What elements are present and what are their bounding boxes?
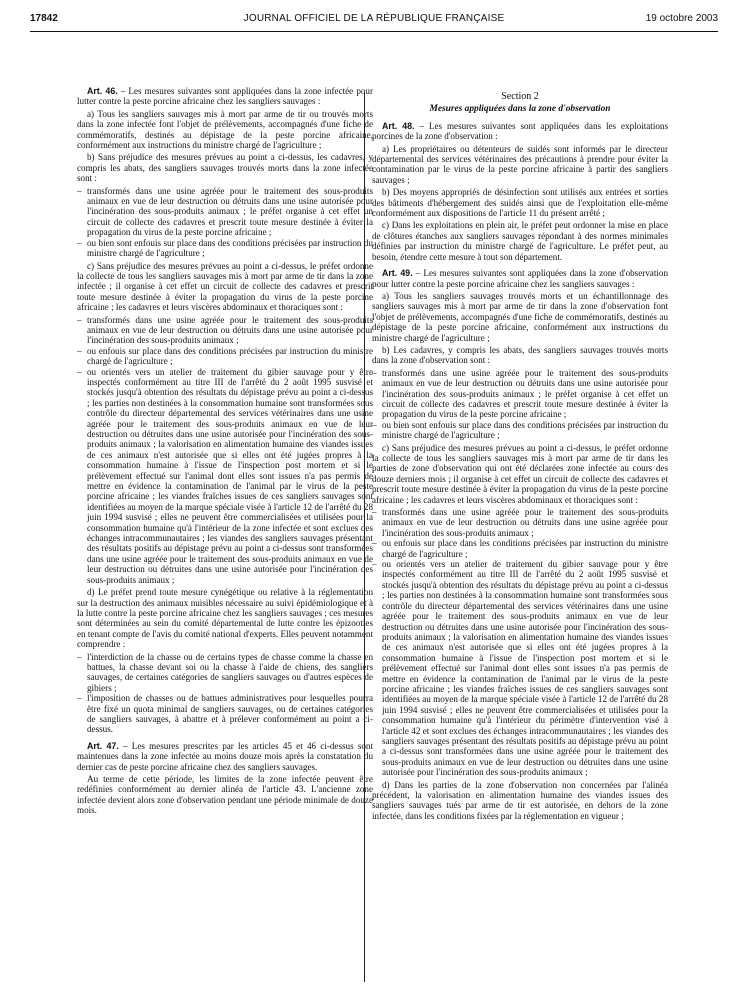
article-46-intro xyxy=(77,86,373,107)
article-49-text: – Les mesures suivantes sont appliquées dans la zone d'observation pour lutter contre la peste porcine africaine chez les sangliers sauvages : xyxy=(372,268,668,289)
article-49-point-b: b) Les cadavres, y compris les abats, des sangliers sauvages trouvés morts dans la zone d'observation sont : xyxy=(372,344,668,366)
article-46-text: – Les mesures suivantes sont appliquées dans la zone infectée pour lutter contre la peste porcine africaine chez les sangliers sauvages : xyxy=(77,86,373,107)
list-item: – ou orientés vers un atelier de traitement du gibier sauvage pour y être inspectés conformément au titre III de l'arrêté du 2 août 1995 susvisé et stockés jusqu'à obtention des résultats du dépistage prévu au point a ci-dessus ; les parties non destinées à la consommation humaine sont transformées sous contrôle du directeur départemental des services vétérinaires dans une usine agréée pour le traitement des sous-produits animaux en vue de leur destruction ou détruites dans une usine autorisée pour l'incinération des sous-produits animaux ; la valorisation en alimentation humaine des viandes issues de ces animaux n'est autorisée que si elles ont été jugées propres à la consommation humaine à l'issue de l'inspection post mortem et si le prélèvement effectué sur l'animal dont elles sont issues n'a pas permis de mettre en évidence la contamination de l'animal par le virus de la peste porcine africaine ; les viandes fraîches issues de ces sangliers sauvages sont identifiées au moyen de la marque spéciale visée à l'article 12 de l'arrêté du 28 juin 1994 susvisé ; elles ne peuvent être commercialisées et utilisées pour la consommation humaine qu'à l'intérieur de la zone infectée et sont exclues des échanges intracommunautaires ; les viandes des sangliers sauvages présentant des résultats positifs au dépistage prévu au point a ci-dessus sont transformées dans une usine agréée pour le traitement des sous-produits animaux en vue de leur destruction ou détruites dans une usine autorisée pour l'incinération des sous-produits animaux ; xyxy=(77,367,373,586)
article-47-text: – Les mesures prescrites par les articles 45 et 46 ci-dessus sont maintenues dans la zone infectée au moins douze mois après la constatation du dernier cas de peste porcine africaine chez des sangliers sauvages. xyxy=(77,740,373,772)
article-49-point-c: c) Sans préjudice des mesures prévues au point a ci-dessus, le préfet ordonne la collecte de tous les sangliers sauvages mis à mort par arme de tir dans les parties de zone d'observation qui ont été déclarées zone infectée au cours des douze derniers mois ; il organise à cet effet un circuit de collecte des cadavres et prescrit toute mesure destinée à éviter la propagation du virus de la peste porcine africaine ; les cadavres et leurs viscères abdominaux et thoraciques sont : xyxy=(372,442,668,505)
left-column xyxy=(77,86,373,818)
section-label: Section 2 xyxy=(501,91,539,102)
column-divider xyxy=(364,92,365,982)
article-46-d-list xyxy=(77,652,373,735)
article-48-intro xyxy=(372,121,668,142)
list-item: – l'imposition de chasses ou de battues administratives pour lesquelles pourra être fixé un quota minimal de sangliers sauvages, ou de certaines catégories de sangliers sauvages, à abattre et à prélever conformément au point a ci-dessus. xyxy=(77,693,373,735)
journal-title: JOURNAL OFFICIEL DE LA RÉPUBLIQUE FRANÇAISE xyxy=(243,13,505,24)
article-49-label: Art. 49. xyxy=(382,268,413,279)
list-item: – ou bien sont enfouis sur place dans des conditions précisées par instruction du ministre chargé de l'agriculture ; xyxy=(77,238,373,259)
right-column xyxy=(372,92,668,823)
header-rule xyxy=(30,31,718,32)
article-46-point-a: a) Tous les sangliers sauvages mis à mort par arme de tir ou trouvés morts dans la zone infectée font l'objet de prélèvements, accompagnés d'une fiche de commémoratifs, destinés au dépistage de la peste porcine africaine, conformément aux instructions du ministre chargé de l'agriculture ; xyxy=(77,108,373,151)
article-46-point-c: c) Sans préjudice des mesures prévues au point a ci-dessus, le préfet ordonne la collecte de tous les sangliers sauvages mis à mort par arme de tir dans la zone infectée ; il organise à cet effet un circuit de collecte des cadavres et prescrit toute mesure destinée à éviter la propagation du virus de la peste porcine africaine ; les cadavres et leurs viscères abdominaux et thoraciques sont : xyxy=(77,260,373,313)
article-49-point-a: a) Tous les sangliers sauvages trouvés morts et un échantillonnage des sangliers sauvages mis à mort par arme de tir dans la zone d'observation font l'objet de prélèvements, accompagnés d'une fiche de commémoratifs, destinés au dépistage de la peste porcine africaine, conformément aux instructions du ministre chargé de l'agriculture ; xyxy=(372,290,668,343)
publication-date: 19 octobre 2003 xyxy=(645,13,718,24)
list-item: – transformés dans une usine agréée pour le traitement des sous-produits animaux en vue de leur destruction ou détruits dans une usine autorisée pour l'incinération des sous-produits animaux ; xyxy=(77,315,373,346)
article-46-label: Art. 46. xyxy=(87,86,118,96)
article-48-point-a: a) Les propriétaires ou détenteurs de suidés sont informés par le directeur départemental des services vétérinaires des précautions à prendre pour éviter la contamination par le virus de la peste porcine africaine à partir des sangliers sauvages ; xyxy=(372,143,668,185)
section-title: Mesures appliquées dans la zone d'observation xyxy=(429,104,611,115)
article-49-point-d: d) Dans les parties de la zone d'observation non concernées par l'alinéa précédent, la valorisation en alimentation humaine des viandes issues des sangliers sauvages tués par arme de tir est autorisée, en dehors de la zone infectée, dans les conditions fixées par la réglementation en vigueur ; xyxy=(372,779,668,821)
article-46-point-b: b) Sans préjudice des mesures prévues au point a ci-dessus, les cadavres, y compris les abats, des sangliers sauvages trouvés morts dans la zone infectée sont : xyxy=(77,152,373,184)
list-item: – ou orientés vers un atelier de traitement du gibier sauvage pour y être inspectés conformément au titre III de l'arrêté du 2 août 1995 susvisé et stockés jusqu'à obtention des résultats du dépistage prévu au point a ci-dessus ; les parties non destinées à la consommation humaine sont transformées sous contrôle du directeur départemental des services vétérinaires dans une usine agréée pour le traitement des sous-produits animaux en vue de leur destruction ou détruites dans une usine autorisée pour l'incinération des sous-produits animaux ; la valorisation en alimentation humaine des viandes issues de ces animaux n'est autorisée que si elles ont été jugées propres à la consommation humaine à l'issue de l'inspection post mortem et si le prélèvement effectué sur l'animal dont elles sont issues n'a pas permis de mettre en évidence la contamination de l'animal par le virus de la peste porcine africaine ; les viandes fraîches issues de ces sangliers sauvages sont identifiées au moyen de la marque spéciale visée à l'article 12 de l'arrêté du 28 juin 1994 susvisé ; elles ne peuvent être commercialisées et utilisées pour la consommation humaine qu'à l'intérieur du périmètre d'intervention visé à l'article 42 et sont exclues des échanges intracommunautaires ; les viandes des sangliers sauvages présentant des résultats positifs au dépistage prévu au point a ci-dessus sont transformées dans une usine agréée pour le traitement des sous-produits animaux en vue de leur destruction ou détruites dans une usine autorisée pour l'incinération des sous-produits animaux ; xyxy=(372,559,668,778)
article-48-point-b: b) Des moyens appropriés de désinfection sont utilisés aux entrées et sorties des bâtiments d'hébergement des suidés ainsi que de l'exploitation elle-même conformément aux dispositions de l'article 11 du présent arrêté ; xyxy=(372,187,668,219)
article-48-label: Art. 48. xyxy=(382,120,415,131)
page-header xyxy=(30,13,718,29)
article-46-b-list xyxy=(77,186,373,259)
article-48-point-c: c) Dans les exploitations en plein air, le préfet peut ordonner la mise en place de clôtures étanches aux sangliers sauvages répondant à des normes minimales définies par instruction du ministre chargé de l'agriculture. Le préfet peut, au besoin, étendre cette mesure à tout son département. xyxy=(372,220,668,262)
article-47-label: Art. 47. xyxy=(87,740,119,751)
article-49-b-list xyxy=(372,368,668,441)
article-47-paragraph-2: Au terme de cette période, les limites de la zone infectée peuvent être redéfinies conformément au dernier alinéa de l'article 43. L'ancienne zone infectée devient alors zone d'observation pendant une période minimale de douze mois. xyxy=(77,774,373,816)
article-49-intro xyxy=(372,268,668,289)
article-46-point-d: d) Le préfet prend toute mesure cynégétique ou relative à la réglementation sur la destruction des animaux nuisibles nécessaire au suivi épidémiologique et à la lutte contre la peste porcine africaine chez les sangliers sauvages ; ces mesures sont déterminées au sein du comité départemental de lutte contre les épizooties en tenant compte de l'avis du comité national d'experts. Elles peuvent notamment comprendre : xyxy=(77,587,373,650)
article-48-text: – Les mesures suivantes sont appliquées dans les exploitations porcines de la zone d'observation : xyxy=(372,120,668,142)
article-49-c-list xyxy=(372,507,668,778)
article-47-intro xyxy=(77,741,373,772)
list-item: – ou bien sont enfouis sur place dans des conditions précisées par instruction du ministre chargé de l'agriculture ; xyxy=(372,420,668,441)
list-item: – ou enfouis sur place dans les conditions précisées par instruction du ministre chargé de l'agriculture ; xyxy=(372,538,668,559)
list-item: – transformés dans une usine agréée pour le traitement des sous-produits animaux en vue de leur destruction ou détruits dans une usine autorisée pour l'incinération des sous-produits animaux ; le préfet organise à cet effet un circuit de collecte des cadavres et prescrit toute mesure destinée à éviter la propagation du virus de la peste porcine africaine ; xyxy=(77,186,373,238)
list-item: – l'interdiction de la chasse ou de certains types de chasse comme la chasse en battues, la chasse devant soi ou la chasse à l'aide de chiens, des sangliers sauvages, de certaines catégories de sangliers sauvages ou d'autres espèces de gibiers ; xyxy=(77,652,373,694)
list-item: – transformés dans une usine agréée pour le traitement des sous-produits animaux en vue de leur destruction ou détruits dans une usine autorisée pour l'incinération des sous-produits animaux ; le préfet organise à cet effet un circuit de collecte des cadavres et prescrit toute mesure destinée à éviter la propagation du virus de la peste porcine africaine ; xyxy=(372,368,668,420)
page-number: 17842 xyxy=(30,13,58,24)
list-item: – transformés dans une usine agréée pour le traitement des sous-produits animaux en vue de leur destruction ou détruits dans une usine agréée pour l'incinération des sous-produits animaux ; xyxy=(372,507,668,538)
list-item: – ou enfouis sur place dans des conditions précisées par instruction du ministre chargé de l'agriculture ; xyxy=(77,346,373,367)
article-46-c-list xyxy=(77,315,373,586)
